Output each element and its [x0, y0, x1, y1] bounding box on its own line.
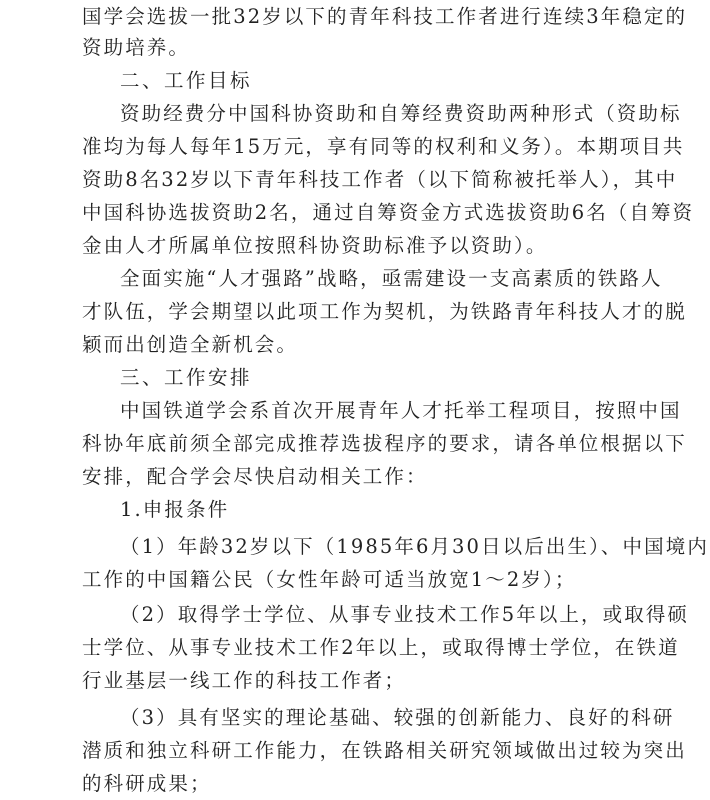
- text-line: 的科研成果；: [82, 772, 212, 795]
- text-line: 中国铁道学会系首次开展青年人才托举工程项目，按照中国: [120, 399, 682, 422]
- text-line: 资助培养。: [82, 36, 191, 59]
- text-line: 工作的中国籍公民（女性年龄可适当放宽1～2岁）；: [82, 568, 577, 591]
- text-line: 资助经费分中国科协资助和自筹经费资助两种形式（资助标: [120, 102, 682, 125]
- text-line: （2）取得学士学位、从事专业技术工作5年以上，或取得硕: [120, 603, 690, 626]
- section-heading-arrangements: 三、工作安排: [120, 366, 253, 389]
- text-line: 安排，配合学会尽快启动相关工作：: [82, 465, 428, 488]
- text-line: 颖而出创造全新机会。: [82, 333, 299, 356]
- section-heading-goals: 二、工作目标: [120, 69, 253, 92]
- text-line: 准均为每人每年15万元，享有同等的权利和义务）。本期项目共: [82, 135, 685, 158]
- text-line: 才队伍，学会期望以此项工作为契机，为铁路青年科技人才的脱: [82, 300, 687, 323]
- text-line: 全面实施“人才强路”战略，亟需建设一支高素质的铁路人: [120, 267, 663, 290]
- text-line: 资助8名32岁以下青年科技工作者（以下简称被托举人），其中: [82, 168, 678, 191]
- text-line: 科协年底前须全部完成推荐选拔程序的要求，请各单位根据以下: [82, 432, 687, 455]
- text-line: （1）年龄32岁以下（1985年6月30日以后出生）、中国境内: [120, 535, 709, 558]
- text-line: 国学会选拔一批32岁以下的青年科技工作者进行连续3年稳定的: [82, 5, 688, 28]
- text-line: 金由人才所属单位按照科协资助标准予以资助）。: [82, 234, 548, 257]
- text-line: 潜质和独立科研工作能力，在铁路相关研究领域做出过较为突出: [82, 739, 687, 762]
- text-line: 行业基层一线工作的科技工作者；: [82, 669, 407, 692]
- text-line: 中国科协选拔资助2名，通过自筹资金方式选拔资助6名（自筹资: [82, 201, 695, 224]
- subheading-application-conditions: 1.申报条件: [120, 498, 230, 521]
- text-line: （3）具有坚实的理论基础、较强的创新能力、良好的科研: [120, 706, 675, 729]
- text-line: 士学位、从事专业技术工作2年以上，或取得博士学位，在铁道: [82, 636, 680, 659]
